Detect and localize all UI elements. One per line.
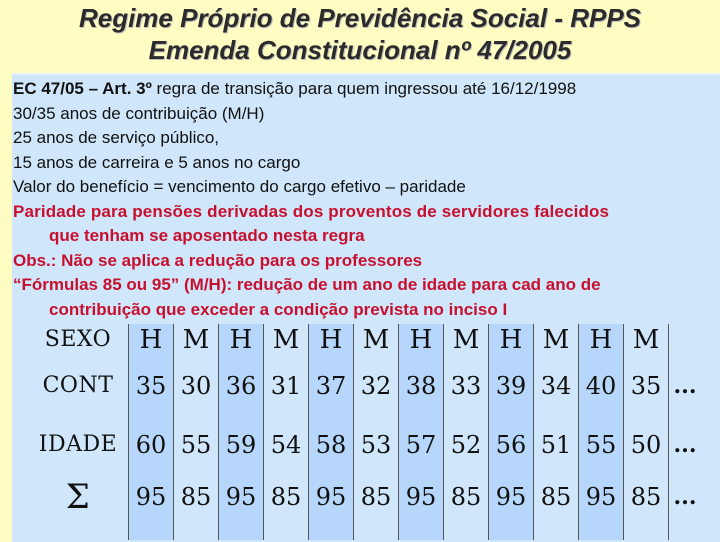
idade-cell: 55 [585, 431, 617, 459]
soma-cell: 95 [495, 483, 527, 511]
formula-line-1: “Fórmulas 85 ou 95” (M/H): redução de um ano de idade para cad ano de [13, 275, 601, 294]
cont-cell: 37 [315, 372, 347, 400]
cont-cell: 33 [450, 372, 482, 400]
row-ellipsis: ... [673, 484, 697, 510]
cont-cell: 39 [495, 372, 527, 400]
cont-cell: 30 [180, 372, 212, 400]
observation-line: Obs.: Não se aplica a redução para os professores [13, 250, 423, 270]
idade-cell: 52 [450, 431, 482, 459]
slide-title-line2: Emenda Constitucional nº 47/2005 [148, 35, 572, 65]
text-line-3: 25 anos de serviço público, [13, 128, 220, 147]
cont-cell: 35 [630, 372, 662, 400]
idade-cell: 58 [315, 431, 347, 459]
idade-cell: 50 [630, 431, 662, 459]
sexo-cell: H [589, 325, 613, 355]
soma-cell: 85 [180, 483, 212, 511]
row-ellipsis: ... [673, 432, 697, 458]
text-line-2: 30/35 anos de contribuição (M/H) [13, 103, 265, 123]
cont-cell: 32 [360, 372, 392, 400]
idade-cell: 57 [405, 431, 437, 459]
soma-cell: 95 [405, 483, 437, 511]
formula-line-2: contribuição que exceder a condição prevista no inciso I [49, 299, 508, 319]
cont-cell: 38 [405, 372, 437, 400]
idade-cell: 56 [495, 431, 527, 459]
idade-cell: 51 [540, 431, 572, 459]
sexo-cell: M [452, 325, 480, 355]
row-label-sexo: SEXO [44, 327, 112, 352]
sexo-cell: M [272, 325, 300, 355]
parity-line-1: Paridade para pensões derivadas dos proventos de servidores falecidos [13, 201, 610, 221]
row-label-idade: IDADE [38, 432, 118, 457]
text-line-5: Valor do benefício = vencimento do cargo efetivo – paridade [13, 177, 466, 196]
soma-cell: 85 [540, 483, 572, 511]
parity-line-2: que tenham se aposentado nesta regra [49, 226, 365, 245]
row-ellipsis: ... [673, 373, 697, 399]
cont-cell: 40 [585, 372, 617, 400]
row-label-cont: CONT [42, 373, 114, 398]
cont-cell: 31 [270, 372, 302, 400]
row-label-sigma: Σ [65, 477, 91, 517]
idade-cell: 60 [135, 431, 167, 459]
soma-cell: 85 [450, 483, 482, 511]
cont-cell: 34 [540, 372, 572, 400]
sexo-cell: H [499, 325, 523, 355]
idade-cell: 55 [180, 431, 212, 459]
article-ref: EC 47/05 – Art. 3º [13, 79, 152, 98]
soma-cell: 95 [585, 483, 617, 511]
sexo-cell: H [229, 325, 253, 355]
sexo-cell: H [319, 325, 343, 355]
sexo-cell: H [409, 325, 433, 355]
transition-rule-text: regra de transição para quem ingressou até 16/12/1998 [151, 79, 577, 98]
sexo-cell: M [182, 325, 210, 355]
idade-cell: 54 [270, 431, 302, 459]
soma-cell: 95 [315, 483, 347, 511]
idade-cell: 53 [360, 431, 392, 459]
soma-cell: 85 [360, 483, 392, 511]
sexo-cell: M [542, 325, 570, 355]
text-line-4: 15 anos de carreira e 5 anos no cargo [13, 152, 301, 172]
idade-cell: 59 [225, 431, 257, 459]
cont-cell: 36 [225, 372, 257, 400]
cont-cell: 35 [135, 372, 167, 400]
soma-cell: 85 [630, 483, 662, 511]
sexo-cell: H [139, 325, 163, 355]
sexo-cell: M [362, 325, 390, 355]
soma-cell: 95 [135, 483, 167, 511]
sexo-cell: M [632, 325, 660, 355]
slide-title-line1: Regime Próprio de Previdência Social - RPPS [78, 3, 642, 33]
soma-cell: 85 [270, 483, 302, 511]
soma-cell: 95 [225, 483, 257, 511]
